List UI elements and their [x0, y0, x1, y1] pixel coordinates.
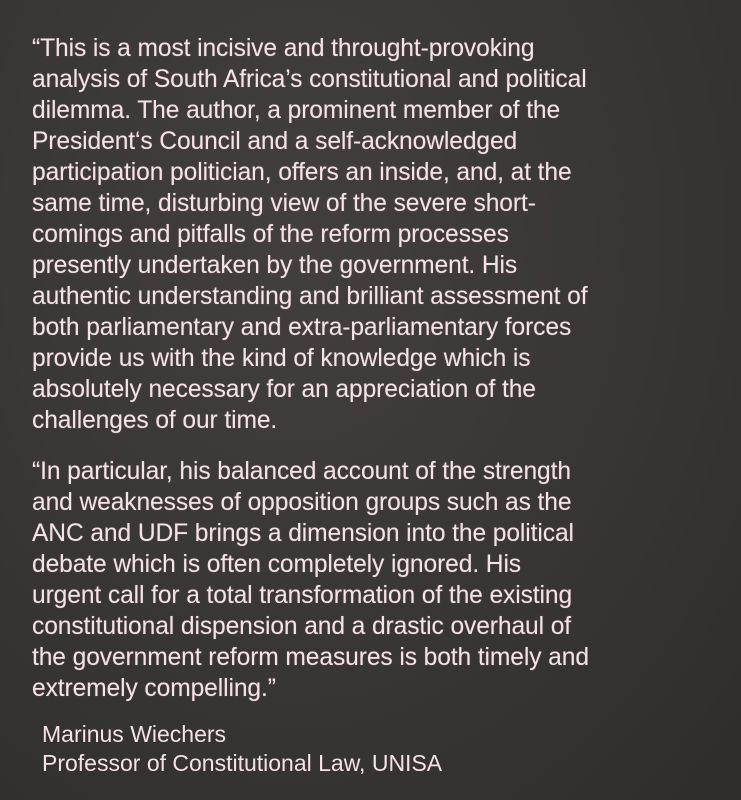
quote-line: same time, disturbing view of the severe short-: [32, 190, 536, 217]
quote-line: challenges of our time.: [32, 407, 278, 434]
quote-line: provide us with the kind of knowledge which is: [32, 345, 531, 372]
quote-line: authentic understanding and brilliant assessment of: [32, 283, 588, 310]
quote-line: absolutely necessary for an appreciation of the: [32, 376, 536, 403]
endorsement-quote-1: [32, 33, 722, 436]
quote-line: urgent call for a total transformation of the existing: [32, 582, 573, 609]
quote-line: both parliamentary and extra-parliamentary forces: [32, 314, 572, 341]
quote-line: and weaknesses of opposition groups such as the: [32, 489, 572, 516]
quote-line: “This is a most incisive and throught-provoking: [32, 35, 535, 62]
attribution-name: Marinus Wiechers: [42, 721, 227, 747]
quote-line: analysis of South Africa’s constitutional and political: [32, 66, 587, 93]
quote-line: constitutional dispension and a drastic overhaul of: [32, 613, 572, 640]
quote-line: presently undertaken by the government. His: [32, 252, 518, 279]
quote-line: debate which is often completely ignored. His: [32, 551, 522, 578]
quote-line: “In particular, his balanced account of the strength: [32, 458, 571, 485]
endorsement-quote-2: [32, 456, 722, 704]
attribution-title: Professor of Constitutional Law, UNISA: [42, 750, 443, 776]
quote-line: ANC and UDF brings a dimension into the political: [32, 520, 574, 547]
quote-line: extremely compelling.”: [32, 675, 276, 702]
quote-line: President‘s Council and a self-acknowledged: [32, 128, 518, 155]
quote-line: dilemma. The author, a prominent member of the: [32, 97, 561, 124]
attribution: [42, 720, 442, 778]
quote-line: the government reform measures is both timely and: [32, 644, 589, 671]
quote-line: comings and pitfalls of the reform processes: [32, 221, 509, 248]
quote-line: participation politician, offers an inside, and, at the: [32, 159, 572, 186]
